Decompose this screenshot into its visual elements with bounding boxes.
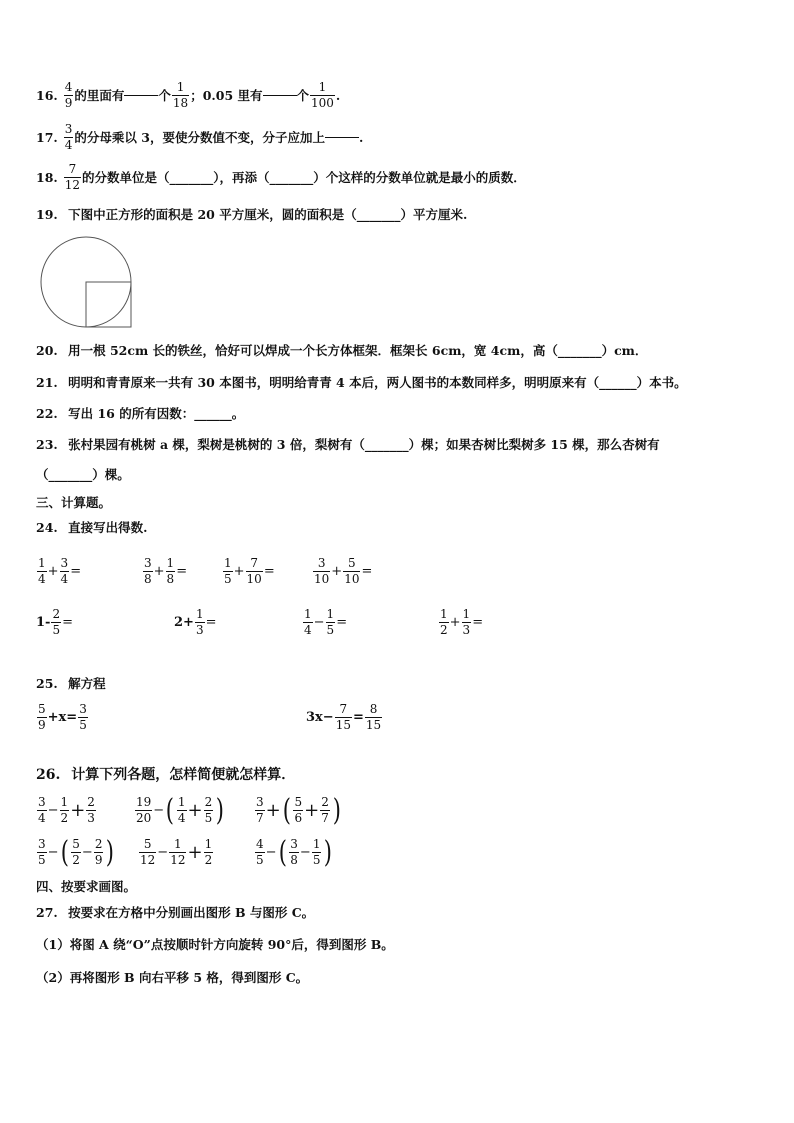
calc-item: $\frac{1}{4}$ + $\frac{3}{4}$ = xyxy=(38,556,82,586)
question-23-line2: （_______）棵。 xyxy=(36,467,130,482)
question-23: 23. 张村果园有桃树 a 棵，梨树是桃树的 3 倍，梨树有（_______）棵；如果杏树比梨树多 15 棵，那么杏树有 xyxy=(36,437,660,452)
equation: 3x− $\frac{7}{15}$ = $\frac{8}{15}$ xyxy=(306,702,382,732)
calc-expression: $\frac{3}{7}$ + ( $\frac{5}{6}$ + $\frac{2}{7}$ ) xyxy=(256,792,341,828)
calc-expression: $\frac{3}{4}$ − $\frac{1}{2}$ + $\frac{2}{3}$ xyxy=(38,795,95,825)
question-number: 19. xyxy=(36,207,58,222)
question-number: 21. xyxy=(36,375,58,390)
question-27-step-2: （2）再将图形 B 向右平移 5 格，得到图形 C。 xyxy=(36,970,309,985)
question-24: 24. 直接写出得数. xyxy=(36,520,148,535)
calc-item: 2+ $\frac{1}{3}$ = xyxy=(174,607,217,637)
fraction: $\frac{1}{18}$ xyxy=(172,80,189,110)
section-heading: 四、按要求画图。 xyxy=(36,879,137,894)
answer-blank[interactable] xyxy=(325,137,359,138)
fraction: $\frac{1}{100}$ xyxy=(311,80,334,110)
question-21: 21. 明明和青青原来一共有 30 本图书，明明给青青 4 本后，两人图书的本数同样多，明明原来有（______）本书。 xyxy=(36,375,687,390)
fraction: $\frac{4}{9}$ xyxy=(64,80,73,110)
answer-blank[interactable] xyxy=(263,95,297,96)
equation: $\frac{5}{9}$ +x= $\frac{3}{5}$ xyxy=(38,702,87,732)
question-number: 24. xyxy=(36,520,58,535)
calc-expression: $\frac{3}{5}$ − ( $\frac{5}{2}$ − $\frac{2}{9}$ ) xyxy=(38,834,115,870)
question-number: 26. xyxy=(36,767,61,783)
question-19: 19. 下图中正方形的面积是 20 平方厘米，圆的面积是（_______）平方厘米. xyxy=(36,207,468,222)
question-number: 25. xyxy=(36,676,58,691)
question-16: 16. $\frac{4}{9}$ 的里面有 个 $\frac{1}{18}$ ；0.05 里有 个 $\frac{1}{100}$ . xyxy=(36,80,341,110)
question-20: 20. 用一根 52cm 长的铁丝，恰好可以焊成一个长方体框架．框架长 6cm，宽 4cm，高（_______）cm． xyxy=(36,343,648,358)
section-heading: 三、计算题。 xyxy=(36,495,112,510)
calc-expression: $\frac{4}{5}$ − ( $\frac{3}{8}$ − $\frac{1}{5}$ ) xyxy=(256,834,333,870)
calc-item: $\frac{3}{10}$ + $\frac{5}{10}$ = xyxy=(314,556,373,586)
calc-item: 1- $\frac{2}{5}$ = xyxy=(36,607,73,637)
calc-expression: $\frac{19}{20}$ − ( $\frac{1}{4}$ + $\frac{2}{5}$ ) xyxy=(136,792,225,828)
fraction: $\frac{3}{4}$ xyxy=(64,122,73,152)
fraction: $\frac{7}{12}$ xyxy=(64,162,81,192)
question-17: 17. $\frac{3}{4}$ 的分母乘以 3，要使分数值不变，分子应加上 . xyxy=(36,122,364,152)
question-27-step-1: （1）将图 A 绕“O”点按顺时针方向旋转 90°后，得到图形 B。 xyxy=(36,937,394,952)
question-number: 17. xyxy=(36,129,58,145)
question-number: 27. xyxy=(36,905,58,920)
answer-blank[interactable] xyxy=(124,95,158,96)
question-18: 18. $\frac{7}{12}$ 的分数单位是（_______），再添（_______）个这样的分数单位就是最小的质数． xyxy=(36,162,526,192)
calc-item: $\frac{1}{2}$ + $\frac{1}{3}$ = xyxy=(440,607,484,637)
question-26: 26. 计算下列各题，怎样简便就怎样算． xyxy=(36,767,296,783)
calc-item: $\frac{3}{8}$ + $\frac{1}{8}$ = xyxy=(144,556,188,586)
question-number: 16. xyxy=(36,87,58,103)
question-27: 27. 按要求在方格中分别画出图形 B 与图形 C。 xyxy=(36,905,315,920)
question-number: 20. xyxy=(36,343,58,358)
circle-square-figure xyxy=(40,236,136,332)
calc-item: $\frac{1}{4}$ − $\frac{1}{5}$ = xyxy=(304,607,348,637)
question-number: 22. xyxy=(36,406,58,421)
question-25: 25. 解方程 xyxy=(36,676,106,691)
calc-expression: $\frac{5}{12}$ − $\frac{1}{12}$ + $\frac{1}{2}$ xyxy=(140,837,213,867)
question-number: 18. xyxy=(36,169,58,185)
question-22: 22. 写出 16 的所有因数：______。 xyxy=(36,406,245,421)
question-number: 23. xyxy=(36,437,58,452)
calc-item: $\frac{1}{5}$ + $\frac{7}{10}$ = xyxy=(224,556,275,586)
